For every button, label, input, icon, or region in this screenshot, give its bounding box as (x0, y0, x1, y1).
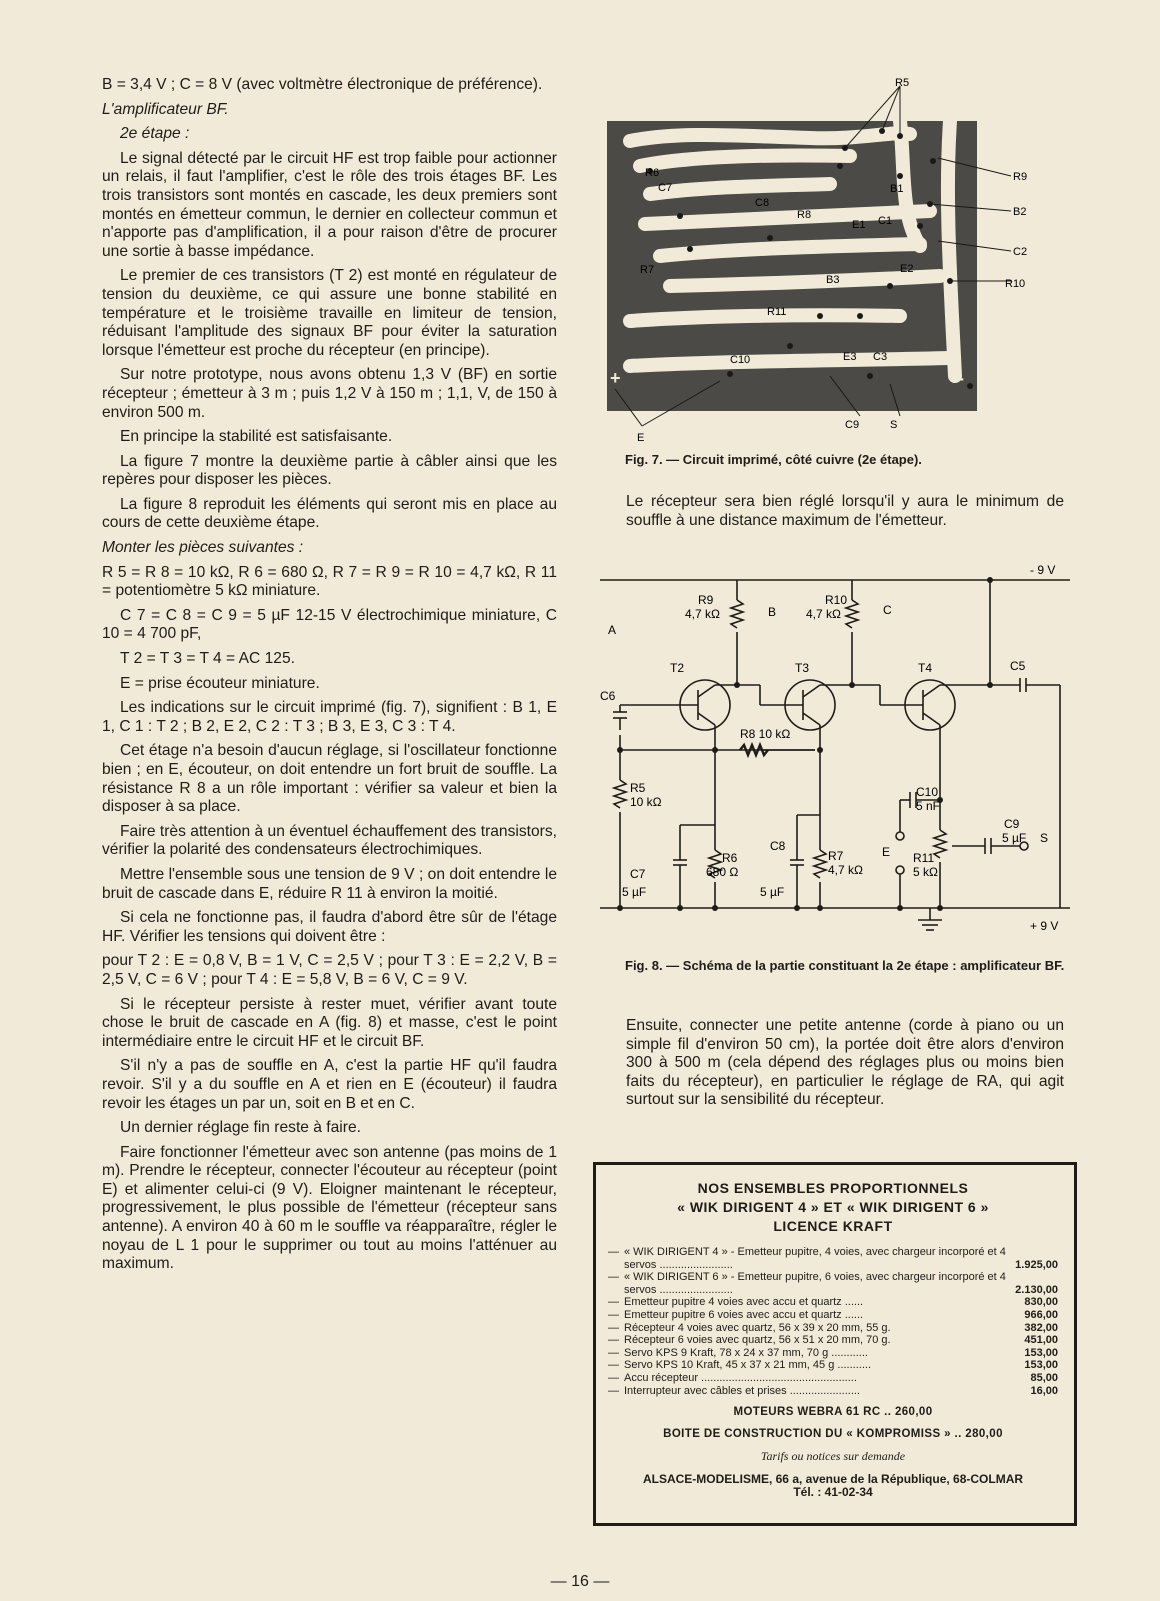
price-list-dash: — (608, 1334, 619, 1347)
price-list-item (608, 1334, 1058, 1347)
price-list-item (608, 1309, 1058, 1322)
junction-dots (617, 577, 993, 911)
paragraph: T 2 = T 3 = T 4 = AC 125. (120, 650, 295, 668)
label-r11: R11 (767, 306, 787, 318)
fig8-schematic (600, 560, 1070, 940)
price-list-price: 830,00 (1024, 1296, 1058, 1309)
label-r7: R7 (640, 264, 655, 276)
paragraph: C 7 = C 8 = C 9 = 5 µF 12-15 V électrochimique miniature, C 10 = 4 700 pF, (102, 606, 557, 643)
label-c7: C7 (630, 867, 646, 881)
price-list-price: 966,00 (1024, 1308, 1058, 1321)
label-r11-value: 5 kΩ (913, 865, 938, 879)
paragraph: Le premier de ces transistors (T 2) est monté en régulateur de tension du deuxième, ce qui assure une bonne stabilité en température et le troisième travaille en limiteur de tension, réduisant l'amplitude des signaux BF pour éviter la saturation lorsque l'émetteur est proche du récepteur (en principe). (102, 267, 557, 359)
fig7-circuit-board (600, 76, 1028, 450)
ad-tarifs: Tarifs ou notices sur demande (760, 1449, 906, 1464)
label-r6: R6 (722, 851, 738, 865)
label-r6: R6 (645, 167, 660, 179)
ad-title-line1: NOS ENSEMBLES PROPORTIONNELS (697, 1180, 969, 1196)
article-left-column (102, 76, 557, 1280)
label-r7-value: 4,7 kΩ (828, 863, 863, 877)
label-c5: C5 (1010, 659, 1026, 673)
label-r5: R5 (630, 781, 646, 795)
paragraph: E = prise écouteur miniature. (120, 674, 320, 692)
schematic-wires (600, 580, 1070, 930)
price-list-text: « WIK DIRIGENT 4 » - Emetteur pupitre, 4 voies, avec chargeur incorporé et 4 servos ........................ (624, 1246, 1006, 1271)
label-e3: E3 (843, 351, 857, 363)
label-r7: R7 (828, 849, 844, 863)
label-c8-value: 5 µF (760, 885, 785, 899)
label-r11: R11 (913, 851, 935, 865)
ad-moteurs: MOTEURS WEBRA 61 RC .. 260,00 (733, 1406, 933, 1419)
label-b3: B3 (826, 274, 840, 286)
ad-telephone: Tél. : 41-02-34 (793, 1484, 873, 1499)
price-list-item (608, 1246, 1058, 1271)
price-list-price: 2.130,00 (1015, 1283, 1058, 1296)
price-list-text: Interrupteur avec câbles et prises ....................... (624, 1384, 860, 1397)
price-list-price: 153,00 (1024, 1359, 1058, 1372)
paragraph: B = 3,4 V ; C = 8 V (avec voltmètre électronique de préférence). (102, 76, 543, 93)
label-c1: C1 (878, 215, 893, 227)
label-r5: R5 (895, 77, 910, 89)
price-list-dash: — (608, 1271, 619, 1284)
paragraph: Ensuite, connecter une petite antenne (corde à piano ou un simple fil d'environ 50 cm), la portée doit être alors d'environ 300 à 500 m (cela dépend des réglages plus ou moins bien faits du récepteur), en particulier le réglage de RA, qui agit surtout sur la sensibilité du récepteur. (626, 1017, 1064, 1109)
price-list (608, 1246, 1058, 1397)
price-list-text: « WIK DIRIGENT 6 » - Emetteur pupitre, 6 voies, avec chargeur incorporé et 4 servos ........................ (624, 1271, 1006, 1296)
paragraph: La figure 8 reproduit les éléments qui seront mis en place au cours de cette deuxième étape. (102, 495, 557, 532)
label-c9: C9 (845, 419, 860, 431)
price-list-dash: — (608, 1296, 619, 1309)
label-t4: T4 (918, 661, 933, 675)
price-list-dash: — (608, 1384, 619, 1397)
price-list-dash: — (608, 1346, 619, 1359)
paragraph: Le récepteur sera bien réglé lorsqu'il y aura le minimum de souffle à une distance maximum de l'émetteur. (626, 493, 1064, 529)
label-c10: C10 (916, 785, 939, 799)
label-c10: C10 (730, 354, 751, 366)
label-plus-9v: + 9 V (1030, 919, 1059, 933)
price-list-text: Récepteur 4 voies avec quartz, 56 x 39 x 20 mm, 55 g. (624, 1321, 891, 1334)
step-heading: 2e étape : (120, 125, 190, 143)
paragraph: pour T 2 : E = 0,8 V, B = 1 V, C = 2,5 V ; pour T 3 : E = 2,2 V, B = 2,5 V, C = 6 V ; pour T 4 : E = 5,8 V, B = 6 V, C = 9 V. (102, 952, 557, 988)
paragraph: Faire très attention à un éventuel échauffement des transistors, vérifier la polarité des condensateurs électrochimiques. (102, 822, 557, 859)
price-list-item (608, 1271, 1058, 1296)
paragraph: Sur notre prototype, nous avons obtenu 1,3 V (BF) en sortie récepteur ; émetteur à 3 m ; puis 1,2 V à 150 m ; 1,1, V, de 150 à environ 500 m. (102, 366, 557, 421)
label-r10: R10 (825, 593, 848, 607)
fig7-caption: Fig. 7. — Circuit imprimé, côté cuivre (2e étape). (625, 452, 922, 467)
price-list-dash: — (608, 1308, 619, 1321)
label-e1: E1 (852, 219, 866, 231)
label-r5-value: 10 kΩ (630, 795, 662, 809)
price-list-dash: — (608, 1371, 619, 1384)
label-t2: T2 (670, 661, 685, 675)
label-t3: T3 (795, 661, 810, 675)
price-list-item (608, 1359, 1058, 1372)
price-list-text: Emetteur pupitre 4 voies avec accu et quartz ...... (624, 1296, 864, 1309)
price-list-item (608, 1385, 1058, 1398)
ad-title-line2: « WIK DIRIGENT 4 » ET « WIK DIRIGENT 6 » (677, 1199, 989, 1215)
price-list-dash: — (608, 1359, 619, 1372)
price-list-price: 153,00 (1024, 1346, 1058, 1359)
label-b1: B1 (890, 183, 904, 195)
price-list-dash: — (608, 1321, 619, 1334)
price-list-text: Servo KPS 10 Kraft, 45 x 37 x 21 mm, 45 g ........... (624, 1359, 872, 1372)
label-e2: E2 (900, 263, 914, 275)
label-e: E (882, 845, 891, 859)
label-r8: R8 (797, 209, 812, 221)
parts-heading: Monter les pièces suivantes : (102, 539, 304, 557)
label-a: A (608, 623, 617, 637)
price-list-text: Emetteur pupitre 6 voies avec accu et quartz ...... (624, 1308, 864, 1321)
paragraph: Cet étage n'a besoin d'aucun réglage, si l'oscillateur fonctionne bien ; en E, écouteur, on doit entendre un fort bruit de souffle. La résistance R 8 a un rôle important : vérifier sa valeur et bien la disposer à sa place. (102, 742, 557, 816)
paragraph: Faire fonctionner l'émetteur avec son antenne (pas moins de 1 m). Prendre le récepteur, connecter l'écouteur au récepteur (point E) et alimenter celui-ci (9 V). Eloigner maintenant le récepteur, progressivement, le plus possible de l'émetteur (récepteur sans antenne). A environ 40 à 60 m le souffle va réapparaître, régler le noyau de L 1 pour le supprimer ou tout au moins l'atténuer au maximum. (102, 1143, 557, 1273)
label-r10: R10 (1005, 278, 1026, 290)
label-plus: + (610, 368, 621, 388)
price-list-price: 85,00 (1030, 1371, 1058, 1384)
label-c3: C3 (873, 351, 888, 363)
paragraph: Si cela ne fonctionne pas, il faudra d'abord être sûr de l'étage HF. Vérifier les tensions qui doivent être : (102, 909, 557, 945)
label-c7-value: 5 µF (622, 885, 647, 899)
price-list-item (608, 1322, 1058, 1335)
paragraph: En principe la stabilité est satisfaisante. (120, 428, 393, 446)
price-list-text: Accu récepteur ................................................... (624, 1371, 857, 1384)
label-c8: C8 (770, 839, 786, 853)
paragraph: Un dernier réglage fin reste à faire. (120, 1119, 361, 1137)
label-e: E (637, 432, 645, 444)
label-r10-value: 4,7 kΩ (806, 607, 841, 621)
label-c8: C8 (755, 197, 770, 209)
ad-title-line3: LICENCE KRAFT (773, 1218, 893, 1234)
price-list-item (608, 1347, 1058, 1360)
label-minus: - (958, 368, 964, 388)
paragraph: S'il n'y a pas de souffle en A, c'est la partie HF qu'il faudra revoir. S'il y a du souffle en A et rien en E (écouteur) il faudra revoir les étages un par un, soit en B et en C. (102, 1057, 557, 1112)
label-r9-value: 4,7 kΩ (685, 607, 720, 621)
ad-address: ALSACE-MODELISME, 66 a, avenue de la République, 68-COLMAR (642, 1471, 1024, 1486)
price-list-dash: — (608, 1246, 619, 1258)
price-list-price: 382,00 (1024, 1321, 1058, 1334)
label-r6-value: 680 Ω (706, 865, 739, 879)
price-list-item (608, 1372, 1058, 1385)
label-b: B (768, 605, 777, 619)
price-list-price: 1.925,00 (1015, 1258, 1058, 1271)
paragraph: La figure 7 montre la deuxième partie à câbler ainsi que les repères pour disposer les pièces. (102, 452, 557, 489)
label-c7: C7 (658, 182, 673, 194)
price-list-price: 16,00 (1030, 1384, 1058, 1397)
paragraph: Si le récepteur persiste à rester muet, vérifier avant toute chose le bruit de cascade en A (fig. 8) et masse, c'est le point intermédiaire entre le circuit HF et le circuit BF. (102, 995, 557, 1050)
label-minus-9v: - 9 V (1030, 563, 1056, 577)
label-c9: C9 (1004, 817, 1020, 831)
page-number: — 16 — (550, 1573, 610, 1590)
advertisement-box (593, 1162, 1077, 1526)
label-b2: B2 (1013, 206, 1027, 218)
label-s: S (890, 419, 898, 431)
label-r9: R9 (698, 593, 714, 607)
label-c6: C6 (600, 689, 616, 703)
paragraph: Le signal détecté par le circuit HF est trop faible pour actionner un relais, il faut l'amplifier, c'est le rôle des trois étages BF. Les trois transistors sont montés en cascade, les deux premiers sont montés en émetteur commun, le dernier en collecteur commun et n'apporte pas d'amplification, il a pour raison d'être de procurer une sortie à basse impédance. (102, 149, 557, 260)
price-list-text: Récepteur 6 voies avec quartz, 56 x 51 x 20 mm, 70 g. (624, 1334, 891, 1347)
price-list-item (608, 1296, 1058, 1309)
price-list-text: Servo KPS 9 Kraft, 78 x 24 x 37 mm, 70 g ............ (624, 1346, 868, 1359)
label-c: C (883, 603, 892, 617)
paragraph: R 5 = R 8 = 10 kΩ, R 6 = 680 Ω, R 7 = R 9 = R 10 = 4,7 kΩ, R 11 = potentiomètre 5 kΩ miniature. (102, 563, 557, 600)
label-r9: R9 (1013, 171, 1028, 183)
section-heading: L'amplificateur BF. (102, 100, 229, 118)
label-s: S (1040, 831, 1049, 845)
paragraph: Les indications sur le circuit imprimé (fig. 7), signifient : B 1, E 1, C 1 : T 2 ; B 2, E 2, C 2 : T 3 ; B 3, E 3, C 3 : T 4. (102, 699, 557, 735)
label-c9-value: 5 µF (1002, 831, 1027, 845)
ad-boite: BOITE DE CONSTRUCTION DU « KOMPROMISS » .. 280,00 (663, 1427, 1003, 1440)
label-r8: R8 10 kΩ (740, 727, 791, 741)
label-c10-value: 5 nF (916, 799, 941, 813)
paragraph: Mettre l'ensemble sous une tension de 9 V ; on doit entendre le bruit de cascade dans E, réduire R 11 à environ la moitié. (102, 865, 557, 902)
label-c2: C2 (1013, 246, 1028, 258)
price-list-price: 451,00 (1024, 1334, 1058, 1347)
fig8-caption: Fig. 8. — Schéma de la partie constituant la 2e étape : amplificateur BF. (625, 958, 1065, 973)
